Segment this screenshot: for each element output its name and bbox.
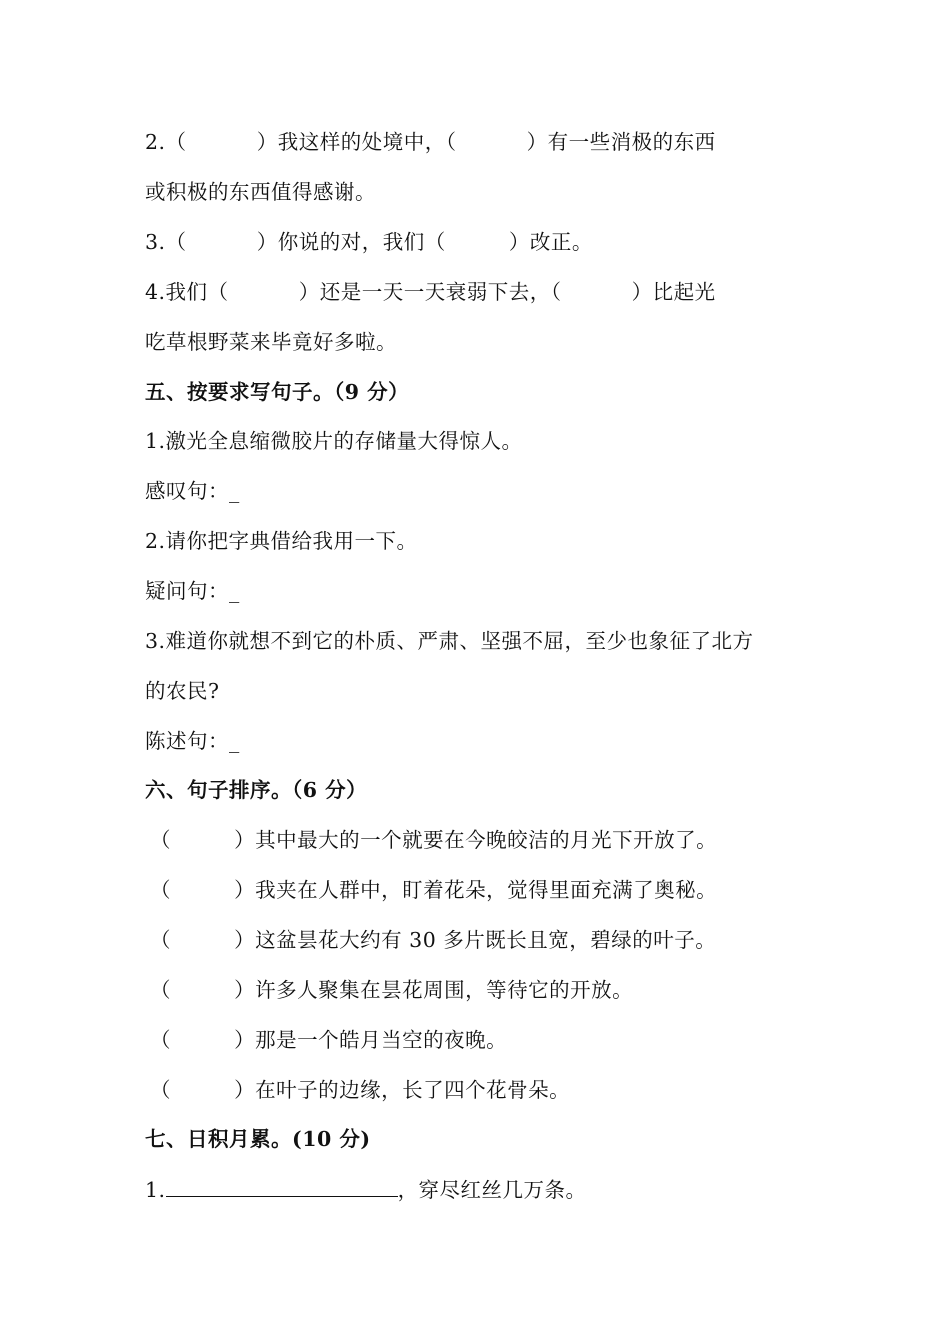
s5-q3-line1: 3.难道你就想不到它的朴质、严肃、坚强不屈，至少也象征了北方 (145, 629, 754, 653)
s4-q4-line1: 4.我们（ ）还是一天一天衰弱下去，（ ）比起光 (145, 280, 716, 304)
section5-heading: 五、按要求写句子。（9 分） (145, 380, 410, 404)
s4-q4-line2: 吃草根野菜来毕竟好多啦。 (145, 330, 397, 354)
s7-q1-prefix: 1. (145, 1178, 166, 1202)
section6-heading: 六、句子排序。（6 分） (145, 778, 368, 802)
s5-q3-line2: 的农民? (145, 679, 220, 703)
s5-q1: 1.激光全息缩微胶片的存储量大得惊人。 (145, 429, 523, 453)
s6-item: （ ）我夹在人群中，盯着花朵，觉得里面充满了奥秘。 (150, 878, 718, 902)
s4-q3: 3.（ ）你说的对，我们（ ）改正。 (145, 230, 593, 254)
s5-q3-answer: 陈述句：_ (145, 729, 240, 753)
s6-item: （ ）许多人聚集在昙花周围，等待它的开放。 (150, 978, 634, 1002)
s5-q1-answer: 感叹句：_ (145, 479, 240, 503)
s6-item: （ ）这盆昙花大约有 30 多片既长且宽，碧绿的叶子。 (150, 928, 717, 952)
s6-item: （ ）在叶子的边缘，长了四个花骨朵。 (150, 1078, 571, 1102)
s5-q2-answer: 疑问句：_ (145, 579, 240, 603)
s5-q2: 2.请你把字典借给我用一下。 (145, 529, 418, 553)
s7-q1 (145, 1175, 810, 1205)
s4-q2-line1-text: 2.（ ）我这样的处境中，（ ）有一些消极的东西 (145, 130, 716, 154)
s7-q1-blank[interactable] (166, 1176, 398, 1197)
s4-q2-line1 (145, 127, 810, 157)
s6-item: （ ）那是一个皓月当空的夜晚。 (150, 1028, 508, 1052)
s7-q1-suffix: ，穿尽红丝几万条。 (397, 1178, 587, 1202)
s6-item: （ ）其中最大的一个就要在今晚皎洁的月光下开放了。 (150, 828, 718, 852)
s4-q2-line2: 或积极的东西值得感谢。 (145, 180, 376, 204)
section7-heading: 七、日积月累。(10 分) (145, 1127, 371, 1151)
